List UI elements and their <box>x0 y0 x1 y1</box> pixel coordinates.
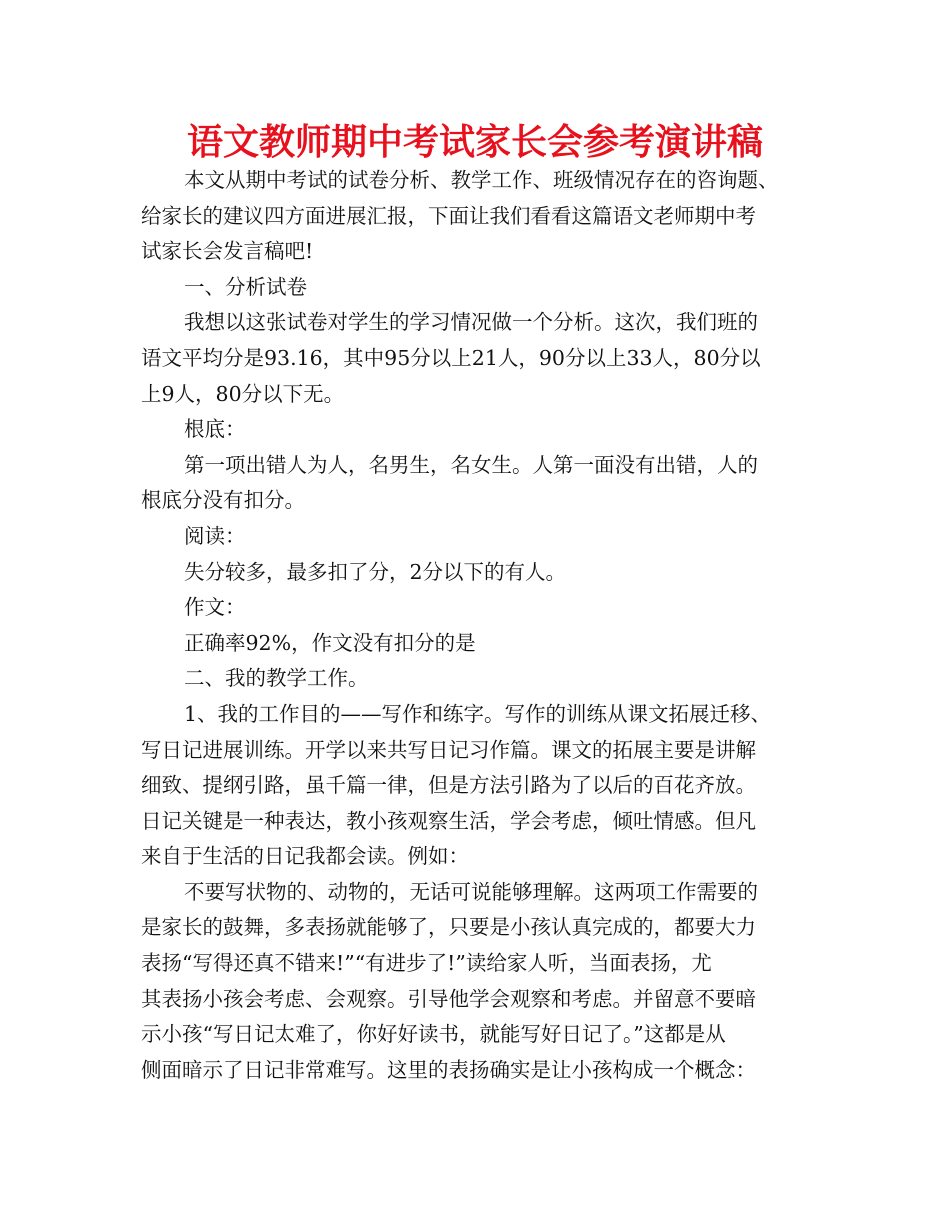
body-line: 我想以这张试卷对学生的学习情况做一个分析。这次，我们班的 <box>184 310 758 335</box>
body-line: 正确率92%，作文没有扣分的是 <box>184 630 476 655</box>
body-line: 本文从期中考试的试卷分析、教学工作、班级情况存在的咨询题、 <box>184 168 779 192</box>
body-line: 侧面暗示了日记非常难写。这里的表扬确实是让小孩构成一个概念： <box>141 1057 756 1082</box>
body-line: 来自于生活的日记我都会读。例如： <box>141 844 469 869</box>
document-body <box>141 163 816 1088</box>
body-line: 细致、提纲引路，虽千篇一律，但是方法引路为了以后的百花齐放。 <box>141 773 756 798</box>
body-line: 写日记进展训练。开学以来共写日记习作篇。课文的拓展主要是讲解 <box>141 737 756 762</box>
body-line: 根底分没有扣分。 <box>141 488 305 513</box>
body-line: 给家长的建议四方面进展汇报，下面让我们看看这篇语文老师期中考 <box>141 203 756 228</box>
body-line: 一、分析试卷 <box>184 274 307 299</box>
body-line: 日记关键是一种表达，教小孩观察生活，学会考虑，倾吐情感。但凡 <box>141 808 756 833</box>
body-line: 二、我的教学工作。 <box>184 666 369 691</box>
body-line: 示小孩“写日记太难了，你好好读书，就能写好日记了。”这都是从 <box>141 1022 726 1047</box>
body-line: 作文： <box>184 595 246 620</box>
body-line: 语文平均分是93.16，其中95分以上21人，90分以上33人，80分以 <box>141 345 761 370</box>
document-title: 语文教师期中考试家长会参考演讲稿 <box>186 122 763 163</box>
body-line: 1、我的工作目的——写作和练字。写作的训练从课文拓展迁移、 <box>184 701 772 726</box>
body-line: 根底： <box>184 417 246 442</box>
body-line: 失分较多，最多扣了分，2分以下的有人。 <box>184 559 567 584</box>
body-line: 不要写状物的、动物的，无话可说能够理解。这两项工作需要的 <box>184 879 758 904</box>
body-line: 阅读： <box>184 523 246 548</box>
body-line: 是家长的鼓舞，多表扬就能够了，只要是小孩认真完成的，都要大力 <box>141 915 756 940</box>
body-line: 表扬“写得还真不错来!”“有进步了!”读给家人听，当面表扬，尤 <box>141 951 712 976</box>
body-line: 第一项出错人为人，名男生，名女生。人第一面没有出错，人的 <box>184 452 758 477</box>
body-line: 其表扬小孩会考虑、会观察。引导他学会观察和考虑。并留意不要暗 <box>141 986 756 1011</box>
body-line: 试家长会发言稿吧! <box>141 239 314 264</box>
body-line: 上9人，80分以下无。 <box>141 381 345 406</box>
